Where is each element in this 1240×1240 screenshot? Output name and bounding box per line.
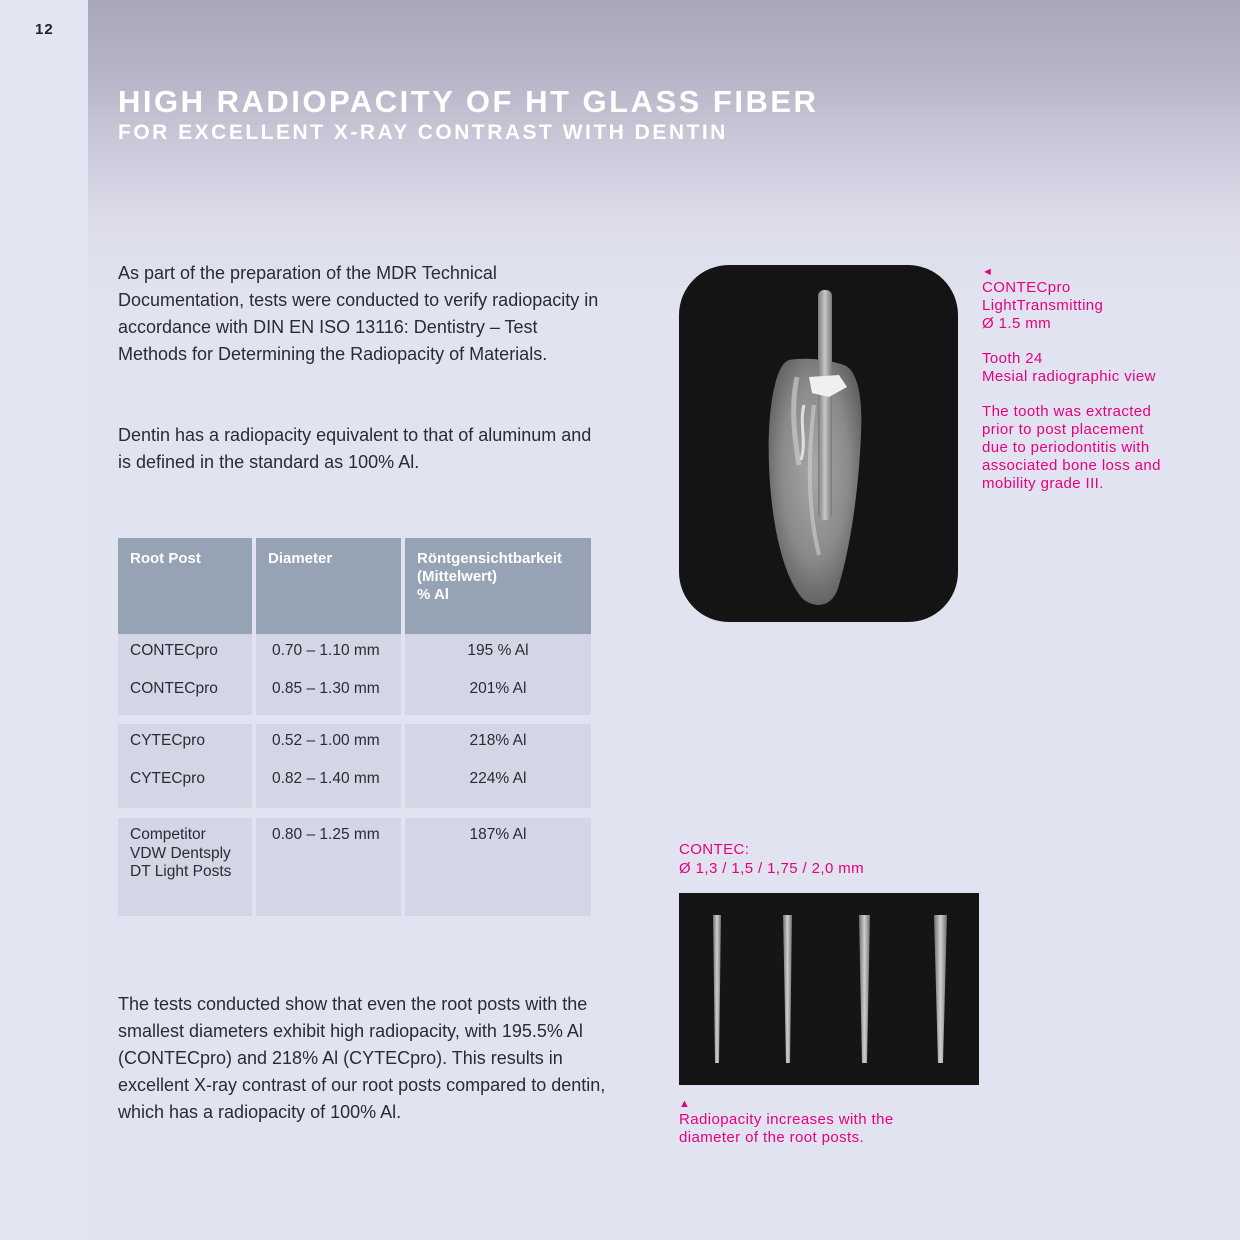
conclusion-paragraph: The tests conducted show that even the root posts with the smallest diameters exhibit high radiopacity, with 195.5% Al (CONTECpro) and 218% Al (CYTECpro). This results in excellent X-ray contrast of our root posts compared to dentin, which has a radiopacity of 100% Al. xyxy=(118,994,606,1122)
cell-root-post: CONTECpro xyxy=(130,680,218,697)
table-row xyxy=(118,724,591,762)
cell-root-post-line: DT Light Posts xyxy=(130,863,232,880)
page-subtitle: FOR EXCELLENT X-RAY CONTRAST WITH DENTIN xyxy=(118,121,728,144)
cell-radiopacity: 224% Al xyxy=(469,770,527,787)
caption-note-line: associated bone loss and xyxy=(982,457,1161,474)
left-arrow-icon: ◄ xyxy=(982,266,994,278)
cell-diameter: 0.82 – 1.40 mm xyxy=(272,770,380,787)
cell-diameter: 0.70 – 1.10 mm xyxy=(272,642,380,659)
posts-caption-line: diameter of the root posts. xyxy=(679,1129,865,1146)
cell-root-post: CYTECpro xyxy=(130,732,205,749)
caption-tooth-line: Tooth 24 xyxy=(982,350,1043,367)
header-band xyxy=(88,0,1240,300)
tooth-xray-caption xyxy=(982,265,1202,493)
cell-root-post-line: VDW Dentsply xyxy=(130,844,231,862)
header-radiopacity-line: % Al xyxy=(417,586,449,603)
caption-note-line: mobility grade III. xyxy=(982,475,1104,492)
cell-radiopacity: 195 % Al xyxy=(467,642,529,659)
cell-radiopacity: 187% Al xyxy=(469,826,527,843)
header-diameter: Diameter xyxy=(256,538,401,634)
posts-caption xyxy=(679,1097,979,1147)
left-margin xyxy=(0,0,88,1240)
contec-caption-line: Ø 1,3 / 1,5 / 1,75 / 2,0 mm xyxy=(679,860,865,877)
cell-diameter: 0.80 – 1.25 mm xyxy=(272,826,380,843)
page-title: HIGH RADIOPACITY OF HT GLASS FIBER xyxy=(118,84,819,119)
table-row xyxy=(118,634,591,672)
table-row xyxy=(118,672,591,710)
contec-caption-line: CONTEC: xyxy=(679,841,750,858)
table-group-cytecpro xyxy=(118,724,591,808)
cell-root-post: CONTECpro xyxy=(130,642,218,659)
cell-radiopacity: 201% Al xyxy=(469,680,527,697)
cell-diameter: 0.52 – 1.00 mm xyxy=(272,732,380,749)
intro-paragraph-1: As part of the preparation of the MDR Technical Documentation, tests were conducted to verify radiopacity in accordance with DIN EN ISO 13116: Dentistry – Test Methods for Determining the Radiopacity of Materials. xyxy=(118,263,599,364)
page-number: 12 xyxy=(35,21,54,38)
table-row xyxy=(118,818,591,916)
posts-caption-line: Radiopacity increases with the xyxy=(679,1111,894,1128)
table-group-contecpro xyxy=(118,634,591,715)
cell-root-post-line: Competitor xyxy=(130,826,206,843)
caption-note-line: prior to post placement xyxy=(982,421,1144,438)
header-root-post: Root Post xyxy=(118,538,252,634)
contec-caption xyxy=(679,840,979,878)
caption-product-line: LightTransmitting xyxy=(982,297,1104,314)
header-radiopacity-line: (Mittelwert) xyxy=(417,568,497,585)
cell-root-post xyxy=(130,826,231,882)
cell-root-post: CYTECpro xyxy=(130,770,205,787)
caption-tooth-line: Mesial radiographic view xyxy=(982,368,1156,385)
table-group-competitor xyxy=(118,818,591,916)
caption-product-line: CONTECpro xyxy=(982,279,1071,296)
tooth-xray-image xyxy=(679,265,958,622)
cell-radiopacity: 218% Al xyxy=(469,732,527,749)
table-row xyxy=(118,762,591,800)
intro-paragraph-2: Dentin has a radiopacity equivalent to that of aluminum and is defined in the standard as 100% Al. xyxy=(118,425,592,472)
up-arrow-icon: ▲ xyxy=(679,1098,691,1110)
posts-xray-image xyxy=(679,893,979,1085)
caption-note-line: The tooth was extracted xyxy=(982,403,1152,420)
cell-diameter: 0.85 – 1.30 mm xyxy=(272,680,380,697)
header-radiopacity-line: Röntgensichtbarkeit xyxy=(417,550,563,567)
header-radiopacity xyxy=(405,538,591,634)
caption-product-line: Ø 1.5 mm xyxy=(982,315,1052,332)
caption-note-line: due to periodontitis with xyxy=(982,439,1150,456)
